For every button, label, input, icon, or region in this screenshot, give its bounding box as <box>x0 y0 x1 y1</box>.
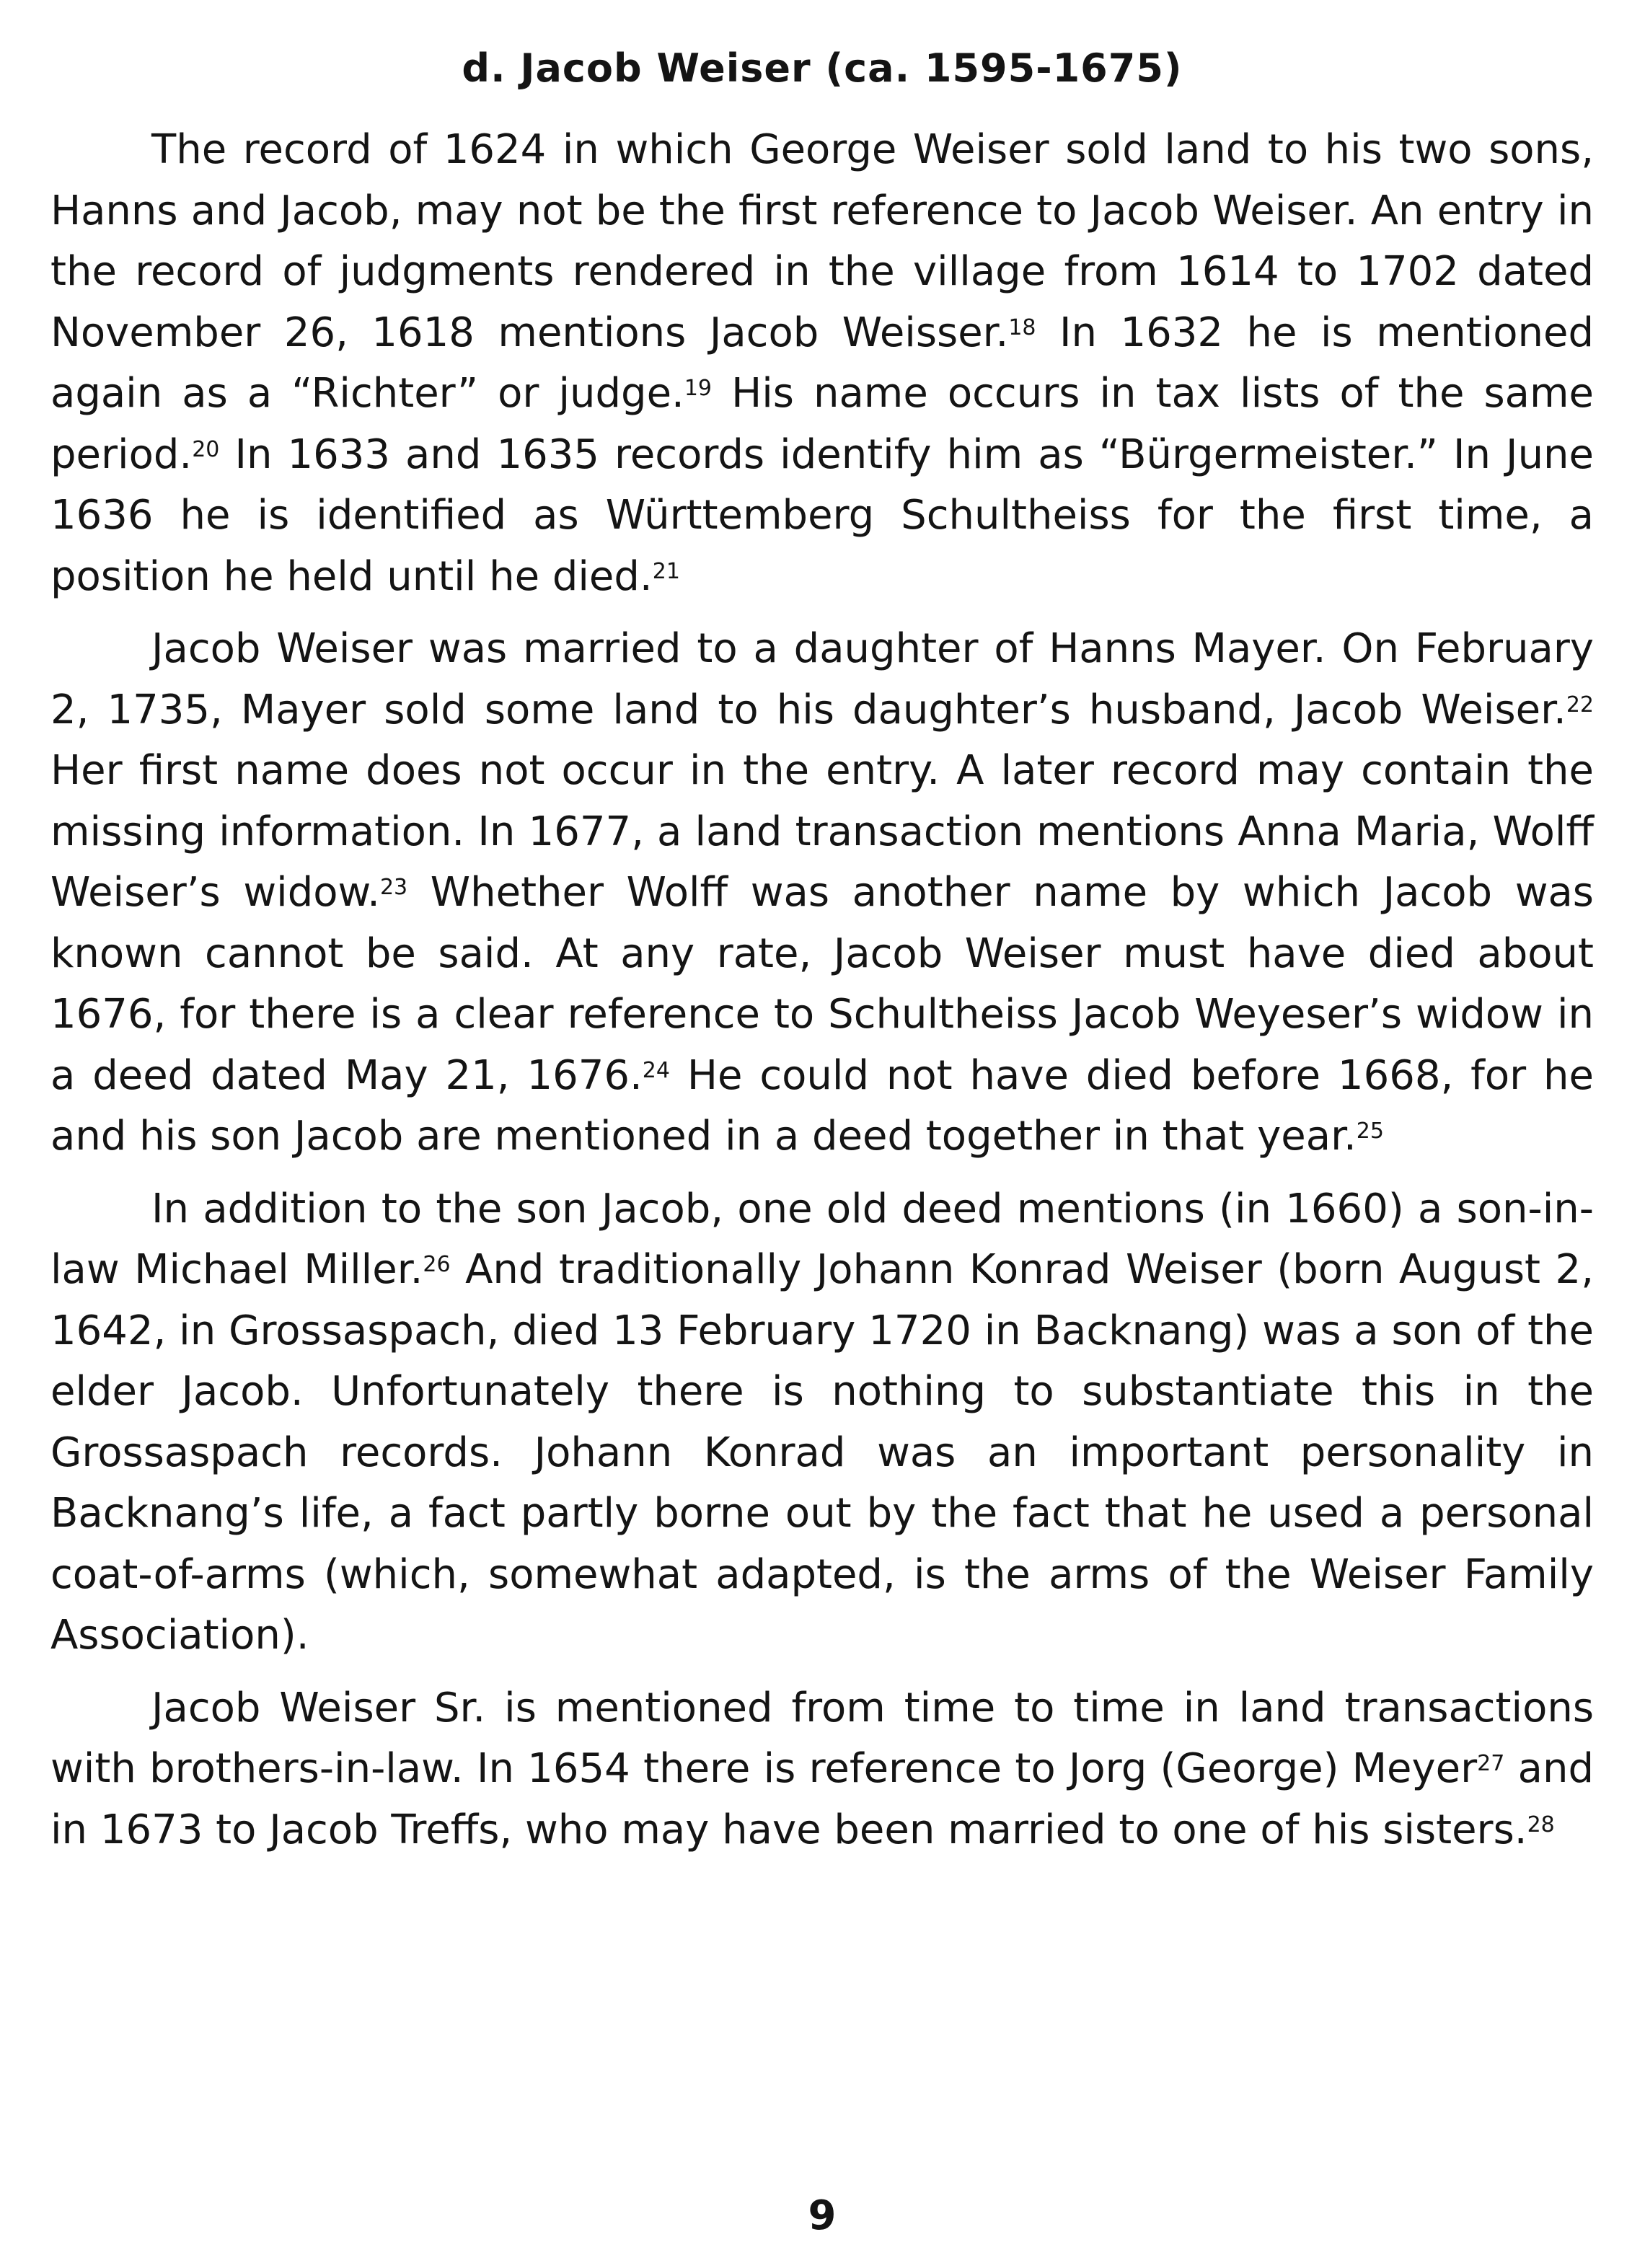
paragraph-text: Jacob Weiser Sr. is mentioned from time to time in land transactions with brothers-in-law. In 1654 there is reference to Jorg (George) Meyer <box>50 1684 1594 1792</box>
footnote-ref-25: 25 <box>1356 1118 1384 1144</box>
paragraph-text: The record of 1624 in which George Weiser sold land to his two sons, Hanns and Jacob, may not be the first reference to Jacob Weiser. An entry in the record of judgments rendered in the village from 1614 to 1702 dated November 26, 1618 mentions Jacob Weisser. <box>50 126 1594 356</box>
document-page <box>50 43 1595 2239</box>
footnote-ref-18: 18 <box>1008 314 1036 340</box>
footnote-ref-22: 22 <box>1566 692 1594 718</box>
paragraph-text: Whether Wolff was another name by which Jacob was known cannot be said. At any rate, Jacob Weiser must have died about 1676, for there is a clear reference to Schultheiss Jacob Weyeser’s widow in a deed dated May 21, 1676. <box>50 869 1594 1099</box>
paragraph-1 <box>50 120 1594 607</box>
paragraph-text: His name occurs in tax lists of the same period. <box>50 370 1594 478</box>
page-number: 9 <box>808 2192 837 2239</box>
paragraph-4 <box>50 1678 1594 1861</box>
section-heading: d. Jacob Weiser (ca. 1595-1675) <box>462 45 1183 91</box>
paragraph-text: He could not have died before 1668, for he and his son Jacob are mentioned in a deed together in that year. <box>50 1051 1594 1160</box>
footnote-ref-24: 24 <box>642 1057 670 1083</box>
footnote-ref-21: 21 <box>652 558 680 584</box>
footnote-ref-19: 19 <box>684 376 713 402</box>
footnote-ref-28: 28 <box>1527 1812 1555 1837</box>
paragraph-text: Her first name does not occur in the entry. A later record may contain the missing information. In 1677, a land transaction mentions Anna Maria, Wolff Weiser’s widow. <box>50 747 1594 916</box>
footnote-ref-26: 26 <box>423 1252 451 1278</box>
footnote-ref-20: 20 <box>192 436 220 462</box>
paragraph-text: And traditionally Johann Konrad Weiser (born August 2, 1642, in Grossaspach, died 13 February 1720 in Backnang) was a son of the elder Jacob. Unfortunately there is nothing to substantiate this in the Grossaspach records. Johann Konrad was an important personality in Backnang’s life, a fact partly borne out by the fact that he used a personal coat-of-arms (which, somewhat adapted, is the arms of the Weiser Family Association). <box>50 1246 1594 1659</box>
footnote-ref-27: 27 <box>1477 1751 1505 1777</box>
paragraph-text: In addition to the son Jacob, one old deed mentions (in 1660) a son-in-law Michael Miller. <box>50 1185 1594 1293</box>
paragraph-3 <box>50 1179 1594 1667</box>
footnote-ref-23: 23 <box>379 875 408 901</box>
paragraph-text: and in 1673 to Jacob Treffs, who may have been married to one of his sisters. <box>50 1745 1595 1853</box>
paragraph-text: Jacob Weiser was married to a daughter of Hanns Mayer. On February 2, 1735, Mayer sold some land to his daughter’s husband, Jacob Weiser. <box>50 625 1594 733</box>
paragraph-text: In 1633 and 1635 records identify him as “Bürgermeister.” In June 1636 he is identified as Württemberg Schultheiss for the first time, a position he held until he died. <box>50 431 1594 600</box>
paragraph-2 <box>50 619 1594 1168</box>
paragraph-text: In 1632 he is mentioned again as a “Richter” or judge. <box>50 309 1594 417</box>
